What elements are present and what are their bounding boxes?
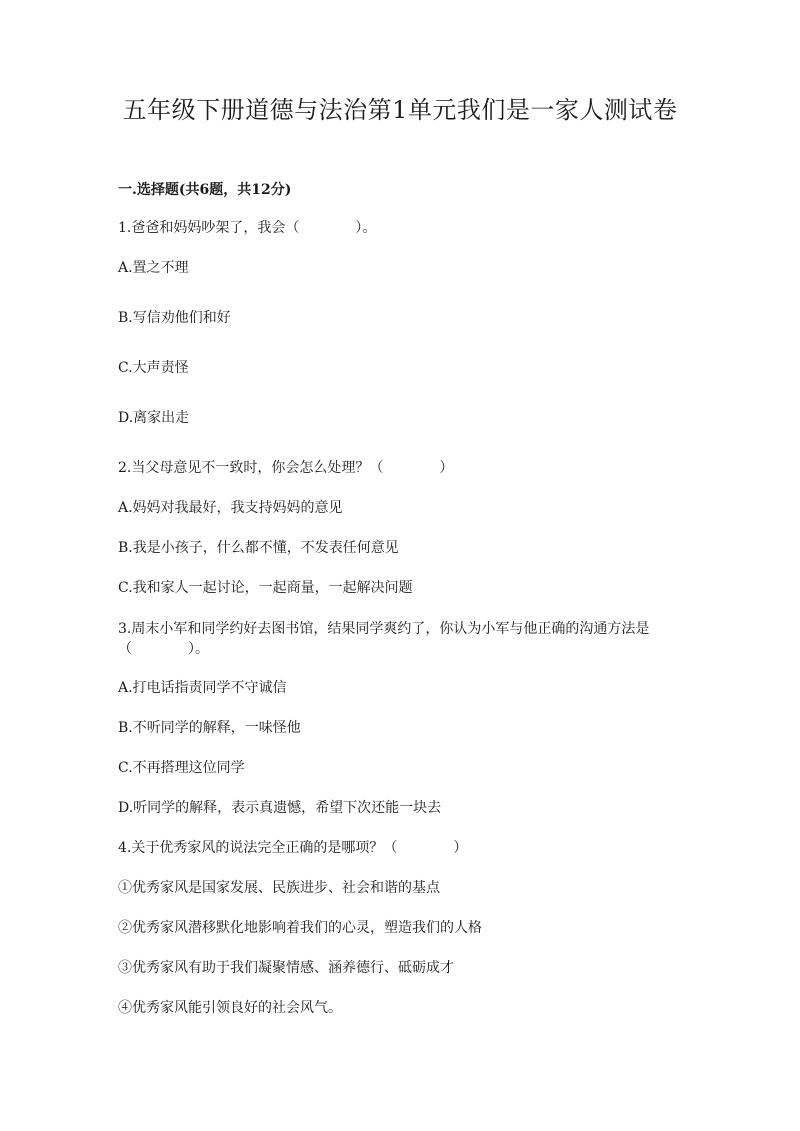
question-3-option-d: D.听同学的解释，表示真遗憾，希望下次还能一块去 (118, 800, 442, 816)
question-2-option-a: A.妈妈对我最好，我支持妈妈的意见 (118, 500, 343, 516)
question-1-option-d: D.离家出走 (118, 410, 190, 426)
question-4-statement-4: ④优秀家风能引领良好的社会风气。 (118, 1000, 342, 1016)
page-title: 五年级下册道德与法治第1单元我们是一家人测试卷 (122, 96, 678, 124)
question-1-stem: 1.爸爸和妈妈吵架了，我会（ ）。 (118, 220, 377, 236)
question-4-statement-3: ③优秀家风有助于我们凝聚情感、涵养德行、砥砺成才 (118, 960, 454, 976)
question-2-option-b: B.我是小孩子，什么都不懂，不发表任何意见 (118, 540, 399, 556)
question-3-option-c: C.不再搭理这位同学 (118, 760, 245, 776)
question-4-statement-1: ①优秀家风是国家发展、民族进步、社会和谐的基点 (118, 880, 440, 896)
question-3-option-a: A.打电话指责同学不守诚信 (118, 680, 287, 696)
question-4-statement-2: ②优秀家风潜移默化地影响着我们的心灵，塑造我们的人格 (118, 920, 482, 936)
question-2-option-c: C.我和家人一起讨论，一起商量，一起解决问题 (118, 580, 413, 596)
question-4-stem: 4.关于优秀家风的说法完全正确的是哪项？（ ） (118, 840, 468, 856)
question-2-stem: 2.当父母意见不一致时，你会怎么处理？（ ） (118, 460, 454, 476)
question-1-option-a: A.置之不理 (118, 260, 189, 276)
question-3-option-b: B.不听同学的解释，一味怪他 (118, 720, 301, 736)
question-3-stem: 3.周末小军和同学约好去图书馆，结果同学爽约了，你认为小军与他正确的沟通方法是（ ）。 (118, 621, 650, 657)
section-heading: 一.选择题(共6题，共12分) (118, 182, 292, 198)
question-1-option-c: C.大声责怪 (118, 360, 189, 376)
question-1-option-b: B.写信劝他们和好 (118, 310, 231, 326)
